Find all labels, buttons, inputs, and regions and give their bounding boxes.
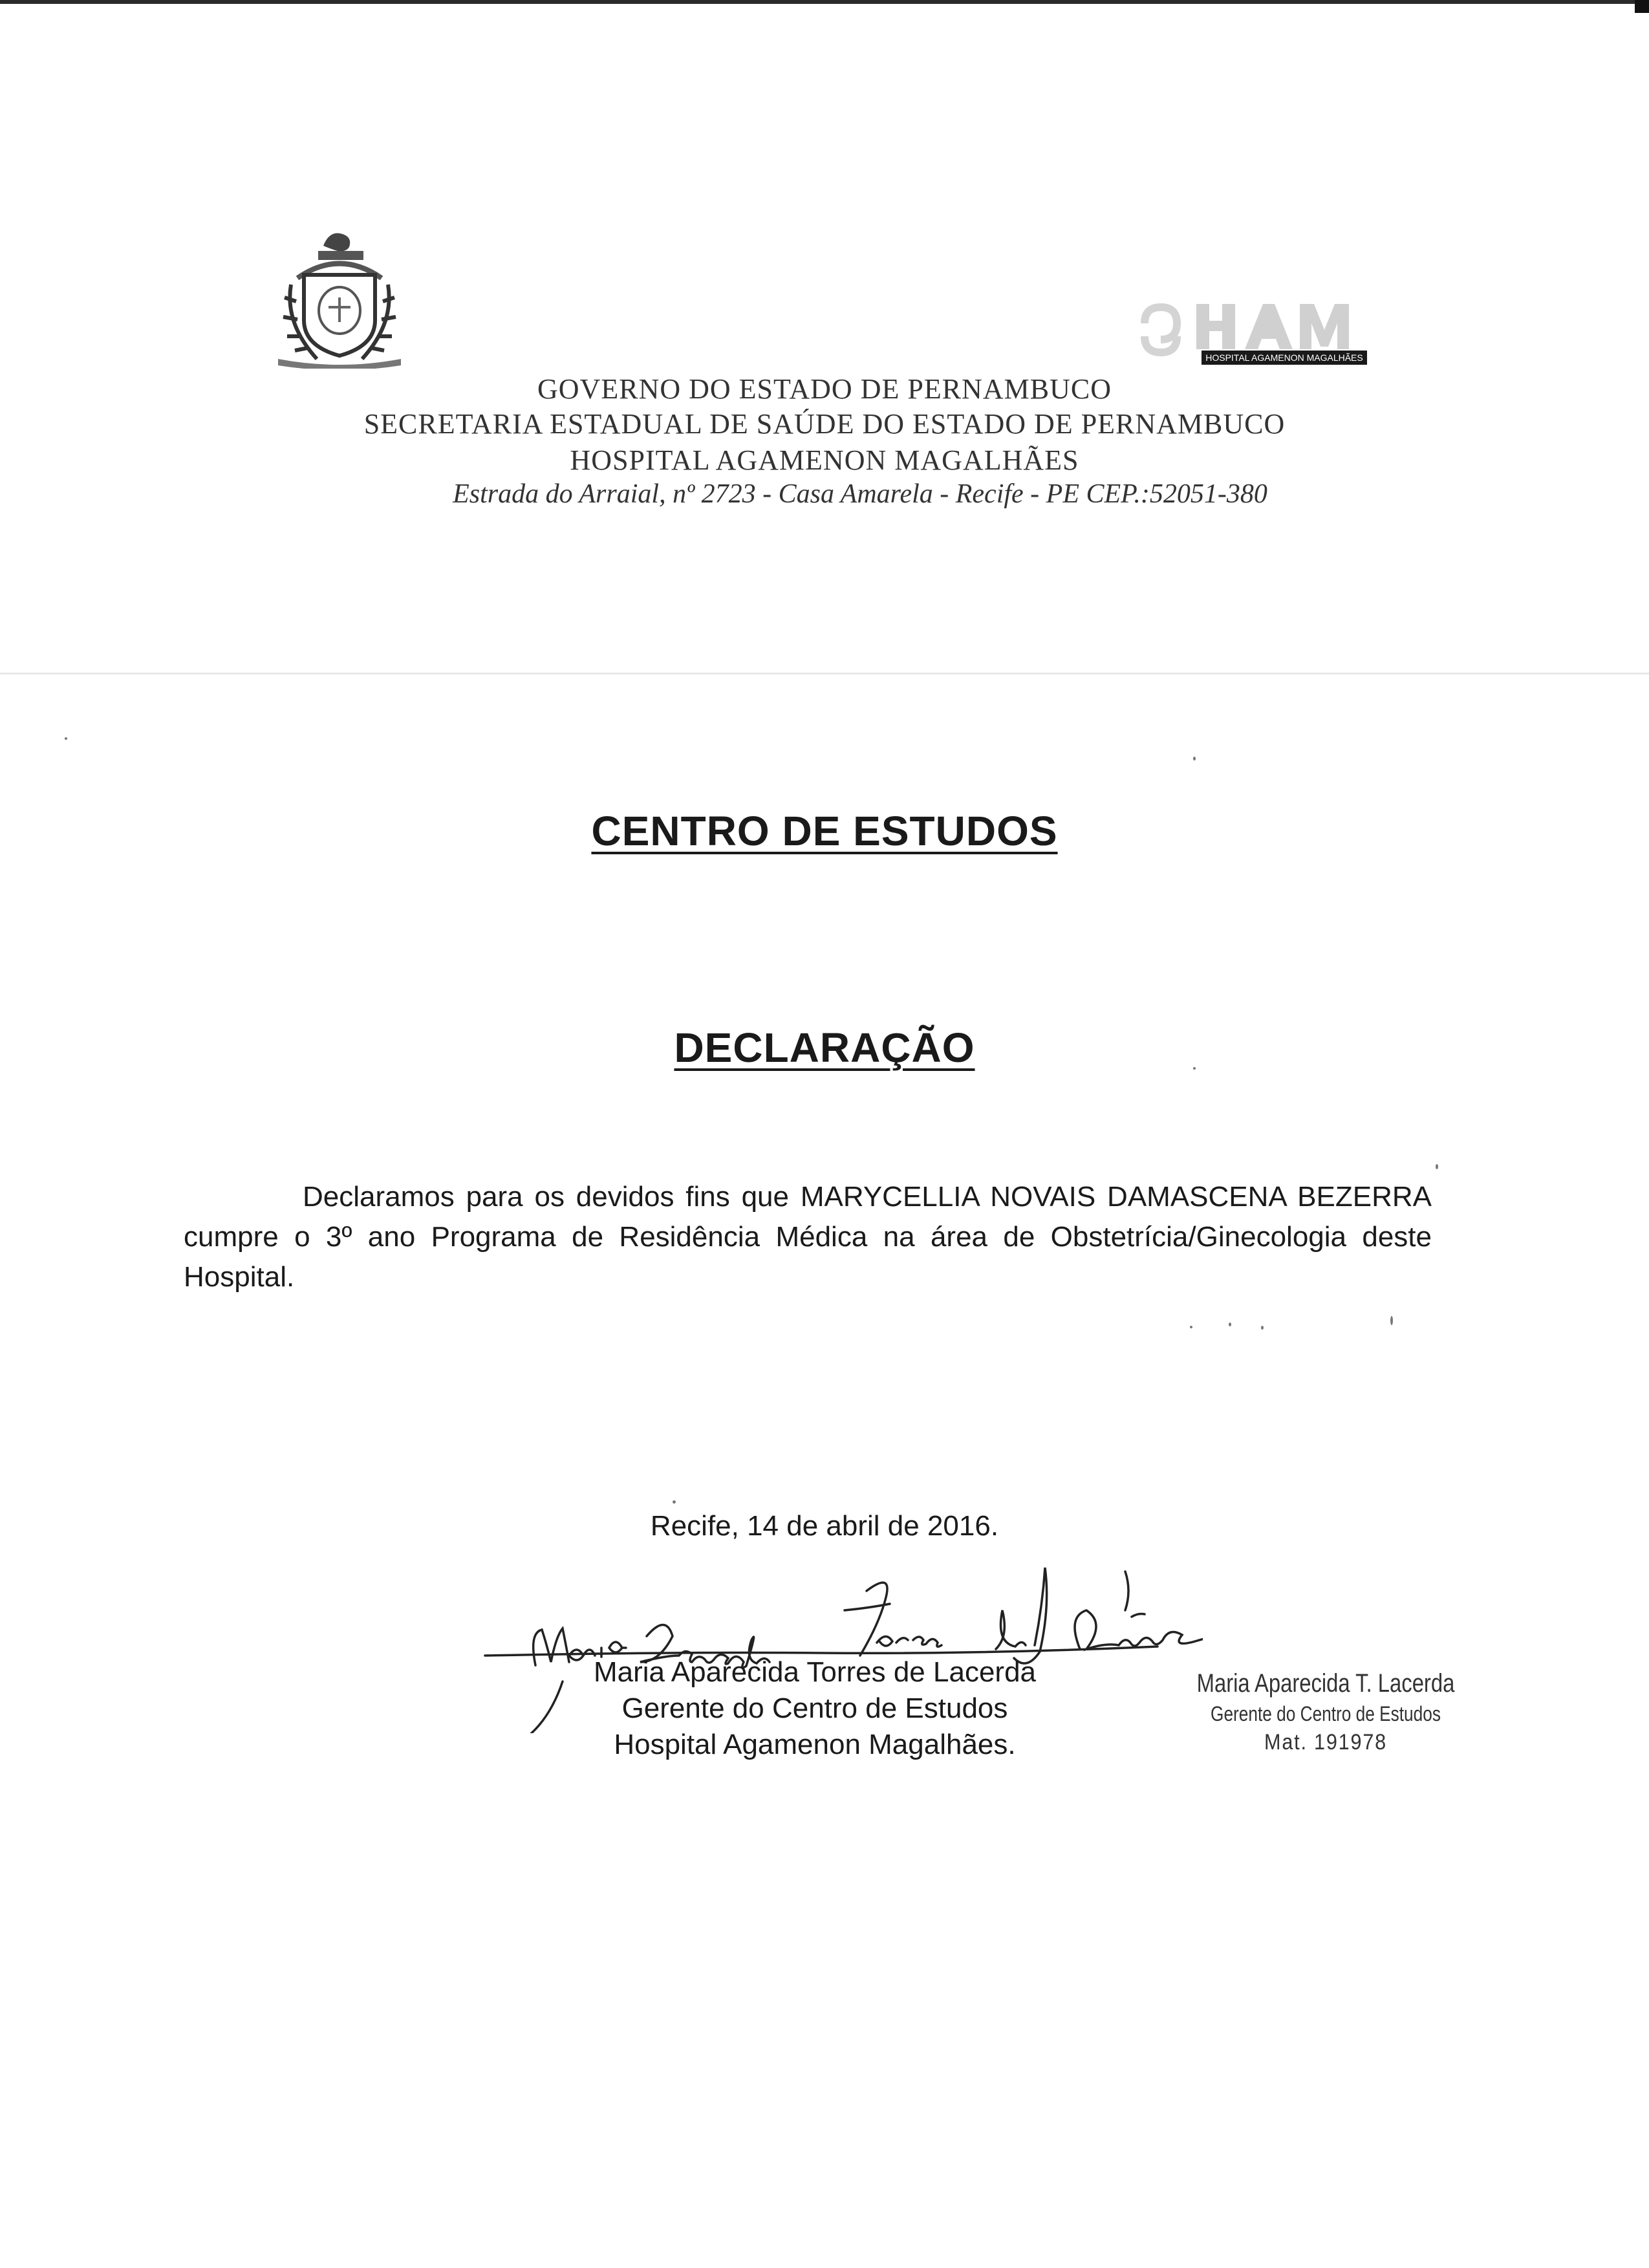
document-subtitle: DECLARAÇÃO [674, 1024, 975, 1071]
stamp-name: Maria Aparecida T. Lacerda [1196, 1669, 1455, 1698]
signatory-organization: Hospital Agamenon Magalhães. [614, 1729, 1016, 1760]
signatory-role: Gerente do Centro de Estudos [621, 1692, 1008, 1724]
scan-edge-mark [1635, 0, 1649, 13]
scan-edge [0, 0, 1649, 4]
stamp-role: Gerente do Centro de Estudos [1211, 1702, 1441, 1725]
signatory-name: Maria Aparecida Torres de Lacerda [593, 1656, 1037, 1688]
scan-speck [65, 737, 67, 740]
header-government: GOVERNO DO ESTADO DE PERNAMBUCO [537, 373, 1112, 405]
official-stamp [1158, 1667, 1494, 1756]
scan-speck [1190, 1326, 1192, 1328]
scan-speck [1193, 757, 1196, 761]
header-hospital: HOSPITAL AGAMENON MAGALHÃES [570, 444, 1079, 476]
scan-speck [673, 1500, 676, 1504]
scan-speck [1229, 1323, 1231, 1326]
header-secretariat: SECRETARIA ESTADUAL DE SAÚDE DO ESTADO DE PERNAMBUCO [363, 408, 1286, 440]
scan-artifact-line [0, 673, 1649, 675]
scan-speck [1390, 1316, 1393, 1325]
coat-of-arms-icon [272, 226, 407, 369]
scan-speck [1193, 1067, 1196, 1070]
declaration-date: Recife, 14 de abril de 2016. [650, 1510, 999, 1542]
stamp-registration: Mat. 191978 [1264, 1730, 1387, 1755]
declaration-body: Declaramos para os devidos fins que MARYCELLIA NOVAIS DAMASCENA BEZERRA cumpre o 3º ano Programa de Residência Médica na área de Obstetrícia/Ginecologia deste Hospital. [184, 1181, 1432, 1293]
header-address: Estrada do Arraial, nº 2723 - Casa Amarela - Recife - PE CEP.:52051-380 [453, 479, 1267, 509]
scan-speck [1436, 1164, 1438, 1169]
ham-logo-subtext: HOSPITAL AGAMENON MAGALHÃES [1202, 351, 1367, 365]
scan-speck [1261, 1326, 1264, 1330]
document-title: CENTRO DE ESTUDOS [591, 808, 1058, 854]
signature-block [530, 1654, 1099, 1763]
